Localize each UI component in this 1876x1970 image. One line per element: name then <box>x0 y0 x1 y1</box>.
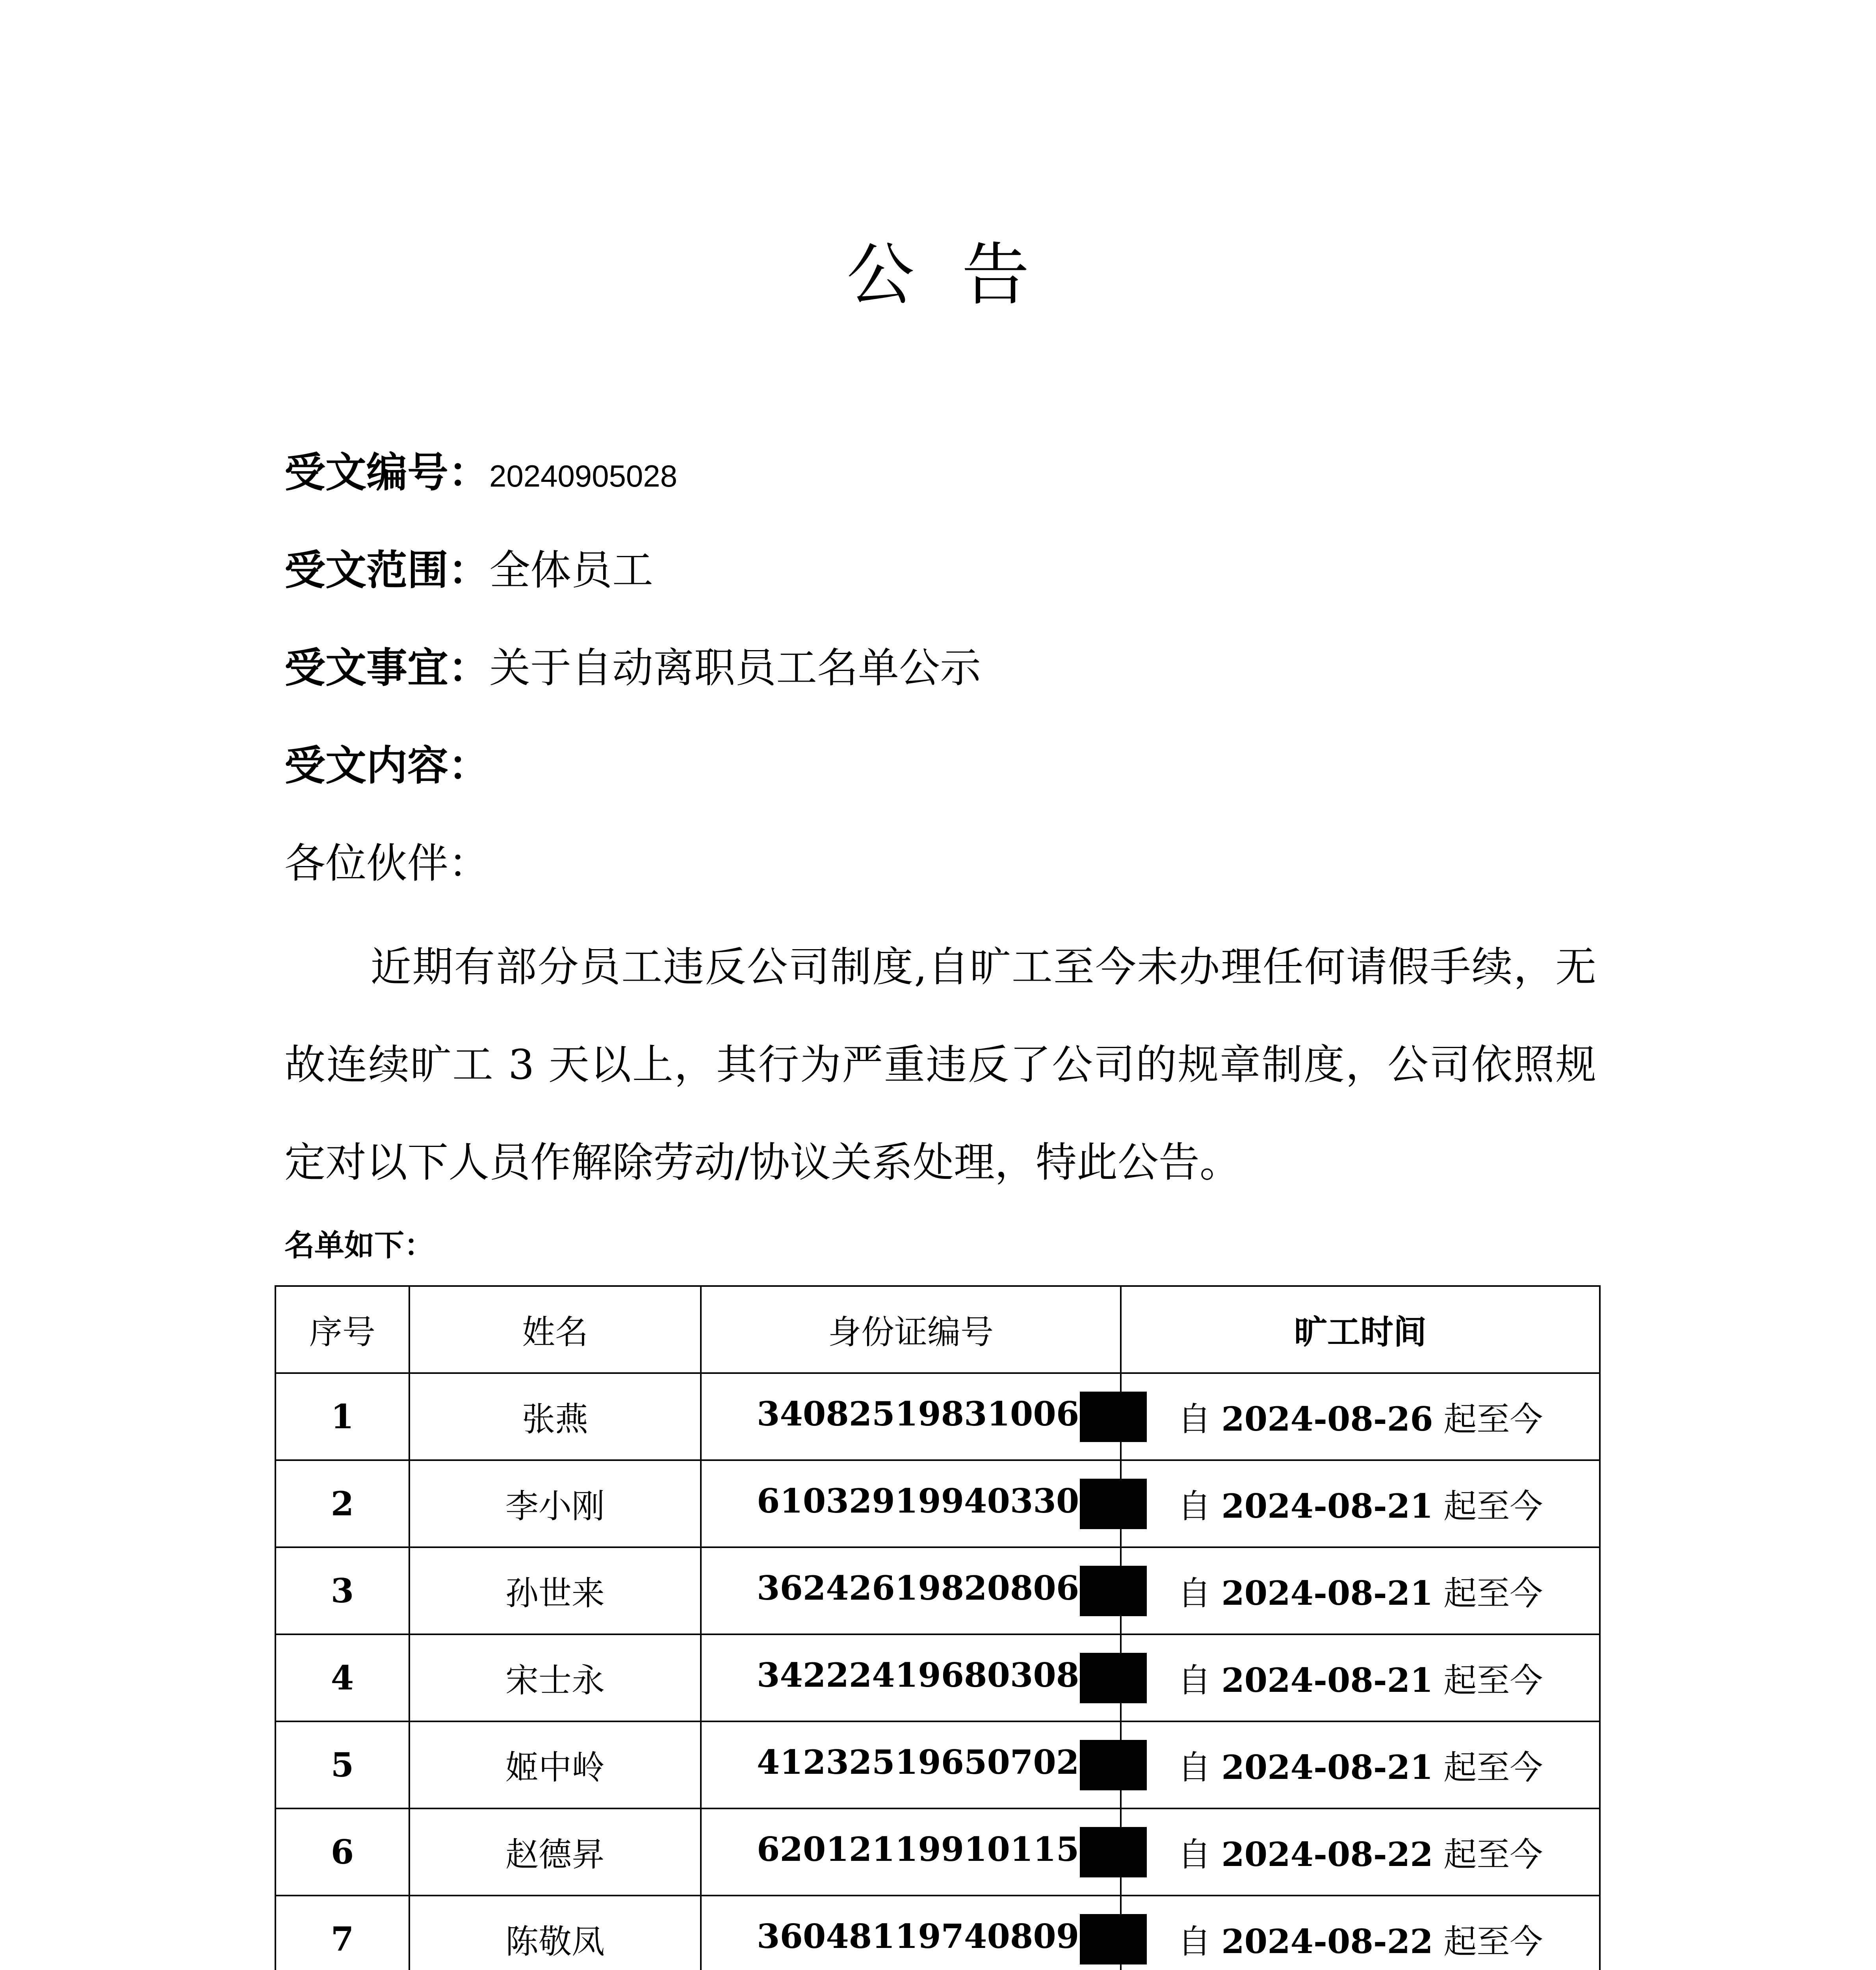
header-id: 身份证编号 <box>701 1286 1121 1373</box>
meta-scope-value: 全体员工 <box>489 546 654 594</box>
absence-start-date: 2024-08-22 <box>1221 1922 1433 1961</box>
meta-subject <box>284 638 981 697</box>
meta-subject-value: 关于自动离职员工名单公示 <box>489 644 981 692</box>
row-number: 7 <box>275 1896 409 1970</box>
absence-start-date: 2024-08-26 <box>1221 1399 1433 1438</box>
table-row <box>275 1808 1600 1896</box>
meta-subject-label: 受文事宜： <box>284 643 490 692</box>
id-number: 62012119910115 <box>757 1829 1079 1869</box>
absence-prefix: 自 <box>1178 1400 1222 1438</box>
id-number-cell <box>701 1460 1121 1547</box>
header-absence-time: 旷工时间 <box>1121 1286 1600 1373</box>
absence-prefix: 自 <box>1178 1835 1222 1874</box>
redaction-block <box>1080 1740 1147 1790</box>
absence-suffix: 起至今 <box>1433 1835 1543 1874</box>
employee-name: 赵德昇 <box>409 1808 701 1896</box>
header-name: 姓名 <box>409 1286 701 1373</box>
row-number: 3 <box>275 1547 409 1634</box>
row-number: 1 <box>275 1373 409 1460</box>
absence-prefix: 自 <box>1178 1574 1222 1613</box>
absence-period <box>1121 1634 1600 1721</box>
absence-prefix: 自 <box>1178 1922 1222 1961</box>
table-header-row <box>275 1286 1600 1373</box>
employee-name: 姬中岭 <box>409 1721 701 1808</box>
redaction-block <box>1080 1827 1147 1877</box>
dismissal-table <box>275 1285 1601 1970</box>
id-number: 61032919940330 <box>757 1481 1079 1520</box>
table-row <box>275 1634 1600 1721</box>
absence-suffix: 起至今 <box>1433 1661 1543 1700</box>
header-no: 序号 <box>275 1286 409 1373</box>
id-number-cell <box>701 1373 1121 1460</box>
absence-start-date: 2024-08-21 <box>1221 1487 1433 1526</box>
id-number-cell <box>701 1808 1121 1896</box>
redaction-block <box>1080 1653 1147 1703</box>
table-row <box>275 1896 1600 1970</box>
redaction-block <box>1080 1392 1147 1442</box>
absence-start-date: 2024-08-21 <box>1221 1748 1433 1787</box>
table-row <box>275 1721 1600 1808</box>
absence-period <box>1121 1547 1600 1634</box>
body-paragraph <box>284 918 1596 1211</box>
redaction-block <box>1080 1479 1147 1529</box>
id-number-cell <box>701 1634 1121 1721</box>
body-text: 近期有部分员工违反公司制度,自旷工至今未办理任何请假手续，无故连续旷工 3 天以上，其行为严重违反了公司的规章制度，公司依照规定对以下人员作解除劳动/协议关系处理，特此公告。 <box>284 943 1596 1186</box>
absence-suffix: 起至今 <box>1433 1400 1543 1438</box>
absence-prefix: 自 <box>1178 1748 1222 1787</box>
table-row <box>275 1547 1600 1634</box>
id-number: 36048119740809 <box>757 1916 1079 1956</box>
absence-suffix: 起至今 <box>1433 1574 1543 1613</box>
meta-content <box>284 736 489 795</box>
absence-period <box>1121 1373 1600 1460</box>
absence-suffix: 起至今 <box>1433 1922 1543 1961</box>
id-number-cell <box>701 1896 1121 1970</box>
absence-period <box>1121 1808 1600 1896</box>
id-number: 36242619820806 <box>757 1568 1079 1608</box>
meta-scope-label: 受文范围： <box>284 546 490 594</box>
id-number: 41232519650702 <box>757 1742 1079 1782</box>
employee-name: 张燕 <box>409 1373 701 1460</box>
meta-content-label: 受文内容： <box>284 741 490 790</box>
absence-start-date: 2024-08-21 <box>1221 1661 1433 1700</box>
absence-period <box>1121 1896 1600 1970</box>
id-number: 34082519831006 <box>757 1394 1079 1433</box>
absence-start-date: 2024-08-21 <box>1221 1574 1433 1613</box>
absence-suffix: 起至今 <box>1433 1487 1543 1526</box>
redaction-block <box>1080 1566 1147 1616</box>
meta-number-value: 20240905028 <box>489 459 678 493</box>
row-number: 4 <box>275 1634 409 1721</box>
employee-name: 宋士永 <box>409 1634 701 1721</box>
meta-scope <box>284 541 653 600</box>
row-number: 5 <box>275 1721 409 1808</box>
id-number-cell <box>701 1721 1121 1808</box>
absence-start-date: 2024-08-22 <box>1221 1835 1433 1874</box>
absence-prefix: 自 <box>1178 1487 1222 1526</box>
table-row <box>275 1460 1600 1547</box>
list-heading: 名单如下： <box>284 1228 434 1263</box>
employee-name: 孙世来 <box>409 1547 701 1634</box>
absence-suffix: 起至今 <box>1433 1748 1543 1787</box>
page-title: 公告 <box>847 235 1077 314</box>
id-number-cell <box>701 1547 1121 1634</box>
row-number: 2 <box>275 1460 409 1547</box>
redaction-block <box>1080 1914 1147 1964</box>
row-number: 6 <box>275 1808 409 1896</box>
meta-number-label: 受文编号： <box>284 448 490 496</box>
meta-number <box>284 443 677 506</box>
absence-prefix: 自 <box>1178 1661 1222 1700</box>
id-number: 34222419680308 <box>757 1655 1079 1695</box>
greeting: 各位伙伴： <box>284 839 490 887</box>
employee-name: 陈敬凤 <box>409 1896 701 1970</box>
absence-period <box>1121 1721 1600 1808</box>
absence-period <box>1121 1460 1600 1547</box>
table-row <box>275 1373 1600 1460</box>
employee-name: 李小刚 <box>409 1460 701 1547</box>
